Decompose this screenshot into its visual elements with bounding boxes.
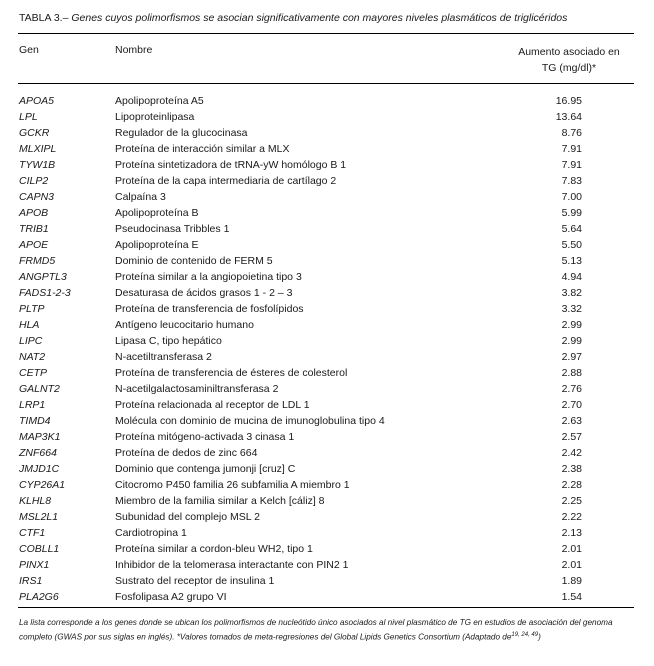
- gene-name: Citocromo P450 familia 26 subfamilia A miembro 1: [115, 479, 350, 491]
- gene-symbol: APOA5: [19, 95, 55, 107]
- gene-symbol: FRMD5: [19, 255, 56, 267]
- table-row: [0, 461, 654, 477]
- gene-symbol: LRP1: [19, 399, 46, 411]
- tg-increase-value: 2.22: [561, 511, 582, 523]
- gene-name: Dominio que contenga jumonji [cruz] C: [115, 463, 296, 475]
- gene-symbol: ZNF664: [19, 447, 57, 459]
- gene-name: Proteína de transferencia de ésteres de colesterol: [115, 367, 348, 379]
- header-tg-line1: Aumento asociado en: [518, 46, 620, 58]
- tg-increase-value: 2.13: [561, 527, 582, 539]
- gene-symbol: GCKR: [19, 127, 50, 139]
- tg-increase-value: 7.83: [561, 175, 582, 187]
- gene-name: Proteína de dedos de zinc 664: [115, 447, 258, 459]
- tg-increase-value: 2.88: [561, 367, 582, 379]
- gene-name: Lipoproteinlipasa: [115, 111, 195, 123]
- tg-increase-value: 2.63: [561, 415, 582, 427]
- gene-name: Calpaína 3: [115, 191, 166, 203]
- table-row: [0, 557, 654, 573]
- gene-symbol: CAPN3: [19, 191, 55, 203]
- tg-increase-value: 16.95: [555, 95, 582, 107]
- gene-name: Apolipoproteína A5: [115, 95, 204, 107]
- gene-symbol: MAP3K1: [19, 431, 61, 443]
- gene-symbol: COBLL1: [19, 543, 60, 555]
- table-row: [0, 493, 654, 509]
- tg-increase-value: 5.50: [561, 239, 582, 251]
- gene-name: Proteína similar a cordon-bleu WH2, tipo 1: [115, 543, 313, 555]
- gene-symbol: LPL: [19, 111, 38, 123]
- tg-increase-value: 2.99: [561, 319, 582, 331]
- gene-symbol: GALNT2: [19, 383, 60, 395]
- gene-symbol: TYW1B: [19, 159, 56, 171]
- table-row: [0, 589, 654, 605]
- tg-increase-value: 3.32: [561, 303, 582, 315]
- gene-symbol: MLXIPL: [19, 143, 57, 155]
- table-row: [0, 301, 654, 317]
- tg-increase-value: 7.91: [561, 143, 582, 155]
- gene-name: Proteína de transferencia de fosfolípidos: [115, 303, 304, 315]
- table-row: [0, 365, 654, 381]
- tg-increase-value: 2.97: [561, 351, 582, 363]
- table-row: [0, 509, 654, 525]
- table-row: [0, 381, 654, 397]
- tg-increase-value: 2.38: [561, 463, 582, 475]
- gene-symbol: KLHL8: [19, 495, 52, 507]
- gene-name: Lipasa C, tipo hepático: [115, 335, 222, 347]
- gene-name: Apolipoproteína B: [115, 207, 199, 219]
- gene-name: Proteína mitógeno-activada 3 cinasa 1: [115, 431, 295, 443]
- table-row: [0, 349, 654, 365]
- header-tg: [509, 44, 629, 76]
- gene-symbol: TRIB1: [19, 223, 49, 235]
- gene-name: Dominio de contenido de FERM 5: [115, 255, 273, 267]
- tg-increase-value: 1.89: [561, 575, 582, 587]
- table-row: [0, 285, 654, 301]
- table-row: [0, 141, 654, 157]
- gene-name: Pseudocinasa Tribbles 1: [115, 223, 230, 235]
- gene-symbol: IRS1: [19, 575, 43, 587]
- tg-increase-value: 2.01: [561, 543, 582, 555]
- table-row: [0, 525, 654, 541]
- gene-name: Antígeno leucocitario humano: [115, 319, 254, 331]
- gene-symbol: HLA: [19, 319, 40, 331]
- table-row: [0, 125, 654, 141]
- footnote: [19, 617, 631, 644]
- gene-name: N-acetilgalactosaminiltransferasa 2: [115, 383, 279, 395]
- gene-name: Miembro de la familia similar a Kelch [cáliz] 8: [115, 495, 325, 507]
- tg-increase-value: 4.94: [561, 271, 582, 283]
- table-row: [0, 397, 654, 413]
- tg-increase-value: 2.01: [561, 559, 582, 571]
- tg-increase-value: 7.00: [561, 191, 582, 203]
- gene-name: Proteína similar a la angiopoietina tipo 3: [115, 271, 302, 283]
- gene-name: Desaturasa de ácidos grasos 1 - 2 – 3: [115, 287, 293, 299]
- gene-name: N-acetiltransferasa 2: [115, 351, 212, 363]
- tg-increase-value: 2.57: [561, 431, 582, 443]
- table-row: [0, 429, 654, 445]
- top-rule: [18, 33, 634, 34]
- table-row: [0, 445, 654, 461]
- tg-increase-value: 5.13: [561, 255, 582, 267]
- table-row: [0, 173, 654, 189]
- gene-symbol: PLA2G6: [19, 591, 59, 603]
- table-caption: Genes cuyos polimorfismos se asocian significativamente con mayores niveles plasmáticos de triglicéridos: [71, 12, 568, 24]
- tg-increase-value: 5.64: [561, 223, 582, 235]
- gene-symbol: PLTP: [19, 303, 45, 315]
- gene-symbol: TIMD4: [19, 415, 51, 427]
- tg-increase-value: 5.99: [561, 207, 582, 219]
- gene-name: Molécula con dominio de mucina de imunoglobulina tipo 4: [115, 415, 385, 427]
- gene-name: Proteína de interacción similar a MLX: [115, 143, 290, 155]
- gene-name: Regulador de la glucocinasa: [115, 127, 248, 139]
- header-nombre: Nombre: [115, 44, 153, 56]
- gene-symbol: CYP26A1: [19, 479, 66, 491]
- tg-increase-value: 3.82: [561, 287, 582, 299]
- tg-increase-value: 1.54: [561, 591, 582, 603]
- gene-name: Apolipoproteína E: [115, 239, 199, 251]
- bottom-rule: [18, 607, 634, 608]
- gene-name: Cardiotropina 1: [115, 527, 187, 539]
- gene-symbol: CILP2: [19, 175, 49, 187]
- gene-name: Proteína sintetizadora de tRNA-yW homólogo B 1: [115, 159, 347, 171]
- table-row: [0, 573, 654, 589]
- gene-name: Sustrato del receptor de insulina 1: [115, 575, 275, 587]
- footnote-close: ): [538, 632, 541, 642]
- table-body: [0, 93, 654, 605]
- footnote-text: La lista corresponde a los genes donde se ubican los polimorfismos de nucleótido único asociados al nivel plasmático de TG en estudios de asociación del genoma completo (GWAS por sus siglas en inglés). *Valores tomados de meta-regresiones del Global Lipids Genetics Consortium (Adaptado de: [19, 618, 613, 642]
- table-row: [0, 269, 654, 285]
- gene-symbol: ANGPTL3: [19, 271, 67, 283]
- gene-symbol: CETP: [19, 367, 48, 379]
- tg-increase-value: 13.64: [555, 111, 582, 123]
- table-row: [0, 189, 654, 205]
- table-row: [0, 541, 654, 557]
- table-title: [19, 12, 567, 24]
- gene-symbol: PINX1: [19, 559, 50, 571]
- gene-name: Inhibidor de la telomerasa interactante con PIN2 1: [115, 559, 349, 571]
- footnote-refs: 19, 24, 49: [511, 632, 539, 638]
- tg-increase-value: 7.91: [561, 159, 582, 171]
- gene-symbol: NAT2: [19, 351, 46, 363]
- gene-name: Proteína relacionada al receptor de LDL 1: [115, 399, 310, 411]
- gene-symbol: FADS1-2-3: [19, 287, 71, 299]
- gene-symbol: APOE: [19, 239, 49, 251]
- table-row: [0, 413, 654, 429]
- tg-increase-value: 2.25: [561, 495, 582, 507]
- table-row: [0, 333, 654, 349]
- gene-symbol: MSL2L1: [19, 511, 59, 523]
- header-tg-line2: TG (mg/dl)*: [541, 62, 597, 74]
- table-row: [0, 93, 654, 109]
- table-row: [0, 253, 654, 269]
- gene-name: Fosfolipasa A2 grupo VI: [115, 591, 227, 603]
- tg-increase-value: 2.76: [561, 383, 582, 395]
- table-row: [0, 157, 654, 173]
- table-row: [0, 317, 654, 333]
- table-row: [0, 221, 654, 237]
- table-row: [0, 237, 654, 253]
- header-gen: Gen: [19, 44, 39, 56]
- tg-increase-value: 2.99: [561, 335, 582, 347]
- gene-symbol: JMJD1C: [19, 463, 60, 475]
- table-label: TABLA 3.–: [19, 12, 69, 24]
- gene-symbol: CTF1: [19, 527, 46, 539]
- gene-symbol: APOB: [19, 207, 49, 219]
- table-row: [0, 205, 654, 221]
- tg-increase-value: 2.42: [561, 447, 582, 459]
- header-rule: [18, 83, 634, 84]
- tg-increase-value: 2.28: [561, 479, 582, 491]
- table-row: [0, 109, 654, 125]
- tg-increase-value: 8.76: [561, 127, 582, 139]
- gene-name: Proteína de la capa intermediaria de cartílago 2: [115, 175, 337, 187]
- gene-name: Subunidad del complejo MSL 2: [115, 511, 260, 523]
- table-row: [0, 477, 654, 493]
- tg-increase-value: 2.70: [561, 399, 582, 411]
- gene-symbol: LIPC: [19, 335, 43, 347]
